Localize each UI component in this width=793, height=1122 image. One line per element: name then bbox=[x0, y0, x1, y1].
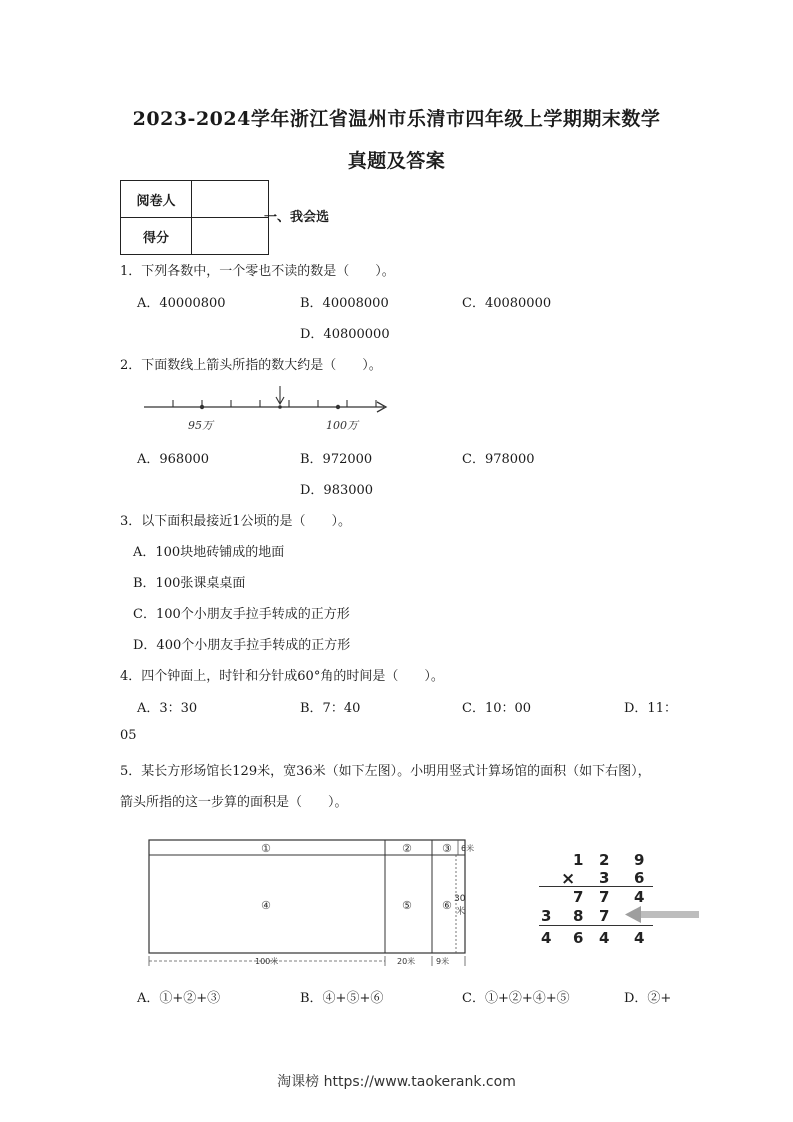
dim-20m: 20米 bbox=[397, 957, 416, 966]
question-2: 2．下面数线上箭头所指的数大约是（ ）。 bbox=[120, 358, 382, 373]
q2-option-a: A．968000 bbox=[137, 452, 210, 467]
calc-r5-d1: 4 bbox=[541, 929, 552, 947]
calc-r5-d4: 4 bbox=[634, 929, 645, 947]
pointer-arrow-left-icon bbox=[625, 905, 701, 925]
question-3: 3．以下面积最接近1公顷的是（ ）。 bbox=[120, 514, 352, 529]
calc-r1-d1: 1 bbox=[573, 851, 584, 869]
calc-r5-d2: 6 bbox=[573, 929, 584, 947]
region-4: ④ bbox=[261, 899, 271, 912]
calc-r3-d3: 4 bbox=[634, 888, 645, 906]
q5-option-b: B．④+⑤+⑥ bbox=[300, 991, 384, 1006]
q1-option-b: B．40008000 bbox=[300, 296, 389, 311]
q3-option-d: D．400个小朋友手拉手转成的正方形 bbox=[133, 638, 351, 653]
q2-option-b: B．972000 bbox=[300, 452, 373, 467]
q1-option-d: D．40800000 bbox=[300, 327, 390, 342]
calc-r1-d3: 9 bbox=[634, 851, 645, 869]
reviewer-label: 阅卷人 bbox=[121, 181, 192, 218]
q4-option-b: B．7：40 bbox=[300, 701, 361, 716]
question-4: 4．四个钟面上，时针和分针成60°角的时间是（ ）。 bbox=[120, 669, 444, 684]
calc-r3-d1: 7 bbox=[573, 888, 584, 906]
q2-option-c: C．978000 bbox=[462, 452, 535, 467]
question-5-line2: 箭头所指的这一步算的面积是（ ）。 bbox=[120, 795, 348, 810]
region-2: ② bbox=[402, 842, 412, 855]
venue-outline bbox=[149, 840, 465, 953]
region-3: ③ bbox=[442, 842, 452, 855]
calc-r4-d2: 8 bbox=[573, 907, 584, 925]
doc-title-line1: 2023-2024学年浙江省温州市乐清市四年级上学期期末数学 bbox=[132, 108, 661, 130]
q3-option-a: A．100块地砖铺成的地面 bbox=[133, 545, 285, 560]
q5-option-a: A．①+②+③ bbox=[137, 991, 221, 1006]
number-line-figure bbox=[140, 385, 395, 437]
tick-dot-100 bbox=[336, 405, 340, 409]
q1-option-c: C．40080000 bbox=[462, 296, 552, 311]
score-label: 得分 bbox=[121, 218, 192, 255]
q4-option-c: C．10：00 bbox=[462, 701, 532, 716]
q2-option-d: D．983000 bbox=[300, 483, 374, 498]
q5-option-c: C．①+②+④+⑤ bbox=[462, 991, 570, 1006]
q4-option-a: A．3：30 bbox=[137, 701, 198, 716]
calc-r1-d2: 2 bbox=[599, 851, 610, 869]
q1-option-a: A．40000800 bbox=[137, 296, 226, 311]
calc-r3-d2: 7 bbox=[599, 888, 610, 906]
score-box bbox=[120, 180, 269, 255]
calc-r2-d1: 3 bbox=[599, 869, 610, 887]
dim-6m: 6米 bbox=[461, 844, 475, 853]
q3-option-b: B．100张课桌桌面 bbox=[133, 576, 246, 591]
calc-r2-d2: 6 bbox=[634, 869, 645, 887]
dim-30: 30 bbox=[454, 894, 466, 904]
doc-title-line2: 真题及答案 bbox=[347, 150, 446, 172]
score-field bbox=[192, 218, 269, 255]
question-5-line1: 5．某长方形场馆长129米，宽36米（如下左图）。小明用竖式计算场馆的面积（如下右图）， bbox=[120, 764, 651, 779]
label-100: 100万 bbox=[326, 419, 358, 432]
times-icon: × bbox=[561, 869, 576, 889]
calc-r4-d3: 7 bbox=[599, 907, 610, 925]
dim-100m: 100米 bbox=[255, 957, 279, 966]
q4-option-d-cont: 05 bbox=[120, 728, 137, 743]
question-1: 1．下列各数中，一个零也不读的数是（ ）。 bbox=[120, 264, 395, 279]
q5-option-d: D．②+ bbox=[624, 991, 672, 1006]
vertical-multiplication bbox=[527, 845, 707, 955]
section-heading: 一、我会选 bbox=[264, 210, 330, 225]
calc-r4-d1: 3 bbox=[541, 907, 552, 925]
region-5: ⑤ bbox=[402, 899, 412, 912]
q4-option-d: D．11： bbox=[624, 701, 677, 716]
dim-30-unit: 米 bbox=[456, 907, 466, 917]
q3-option-c: C．100个小朋友手拉手转成的正方形 bbox=[133, 607, 350, 622]
region-6: ⑥ bbox=[442, 899, 452, 912]
dim-9m: 9米 bbox=[436, 957, 450, 966]
tick-dot-95 bbox=[200, 405, 204, 409]
footer-watermark: 淘课榜 https://www.taokerank.com bbox=[277, 1074, 516, 1090]
pointer-dot bbox=[278, 405, 282, 409]
region-1: ① bbox=[261, 842, 271, 855]
calc-line-1 bbox=[539, 886, 653, 887]
venue-rectangle-figure bbox=[143, 833, 488, 971]
reviewer-field bbox=[192, 181, 269, 218]
calc-line-2 bbox=[539, 925, 653, 926]
label-95: 95万 bbox=[188, 419, 213, 432]
calc-r5-d3: 4 bbox=[599, 929, 610, 947]
